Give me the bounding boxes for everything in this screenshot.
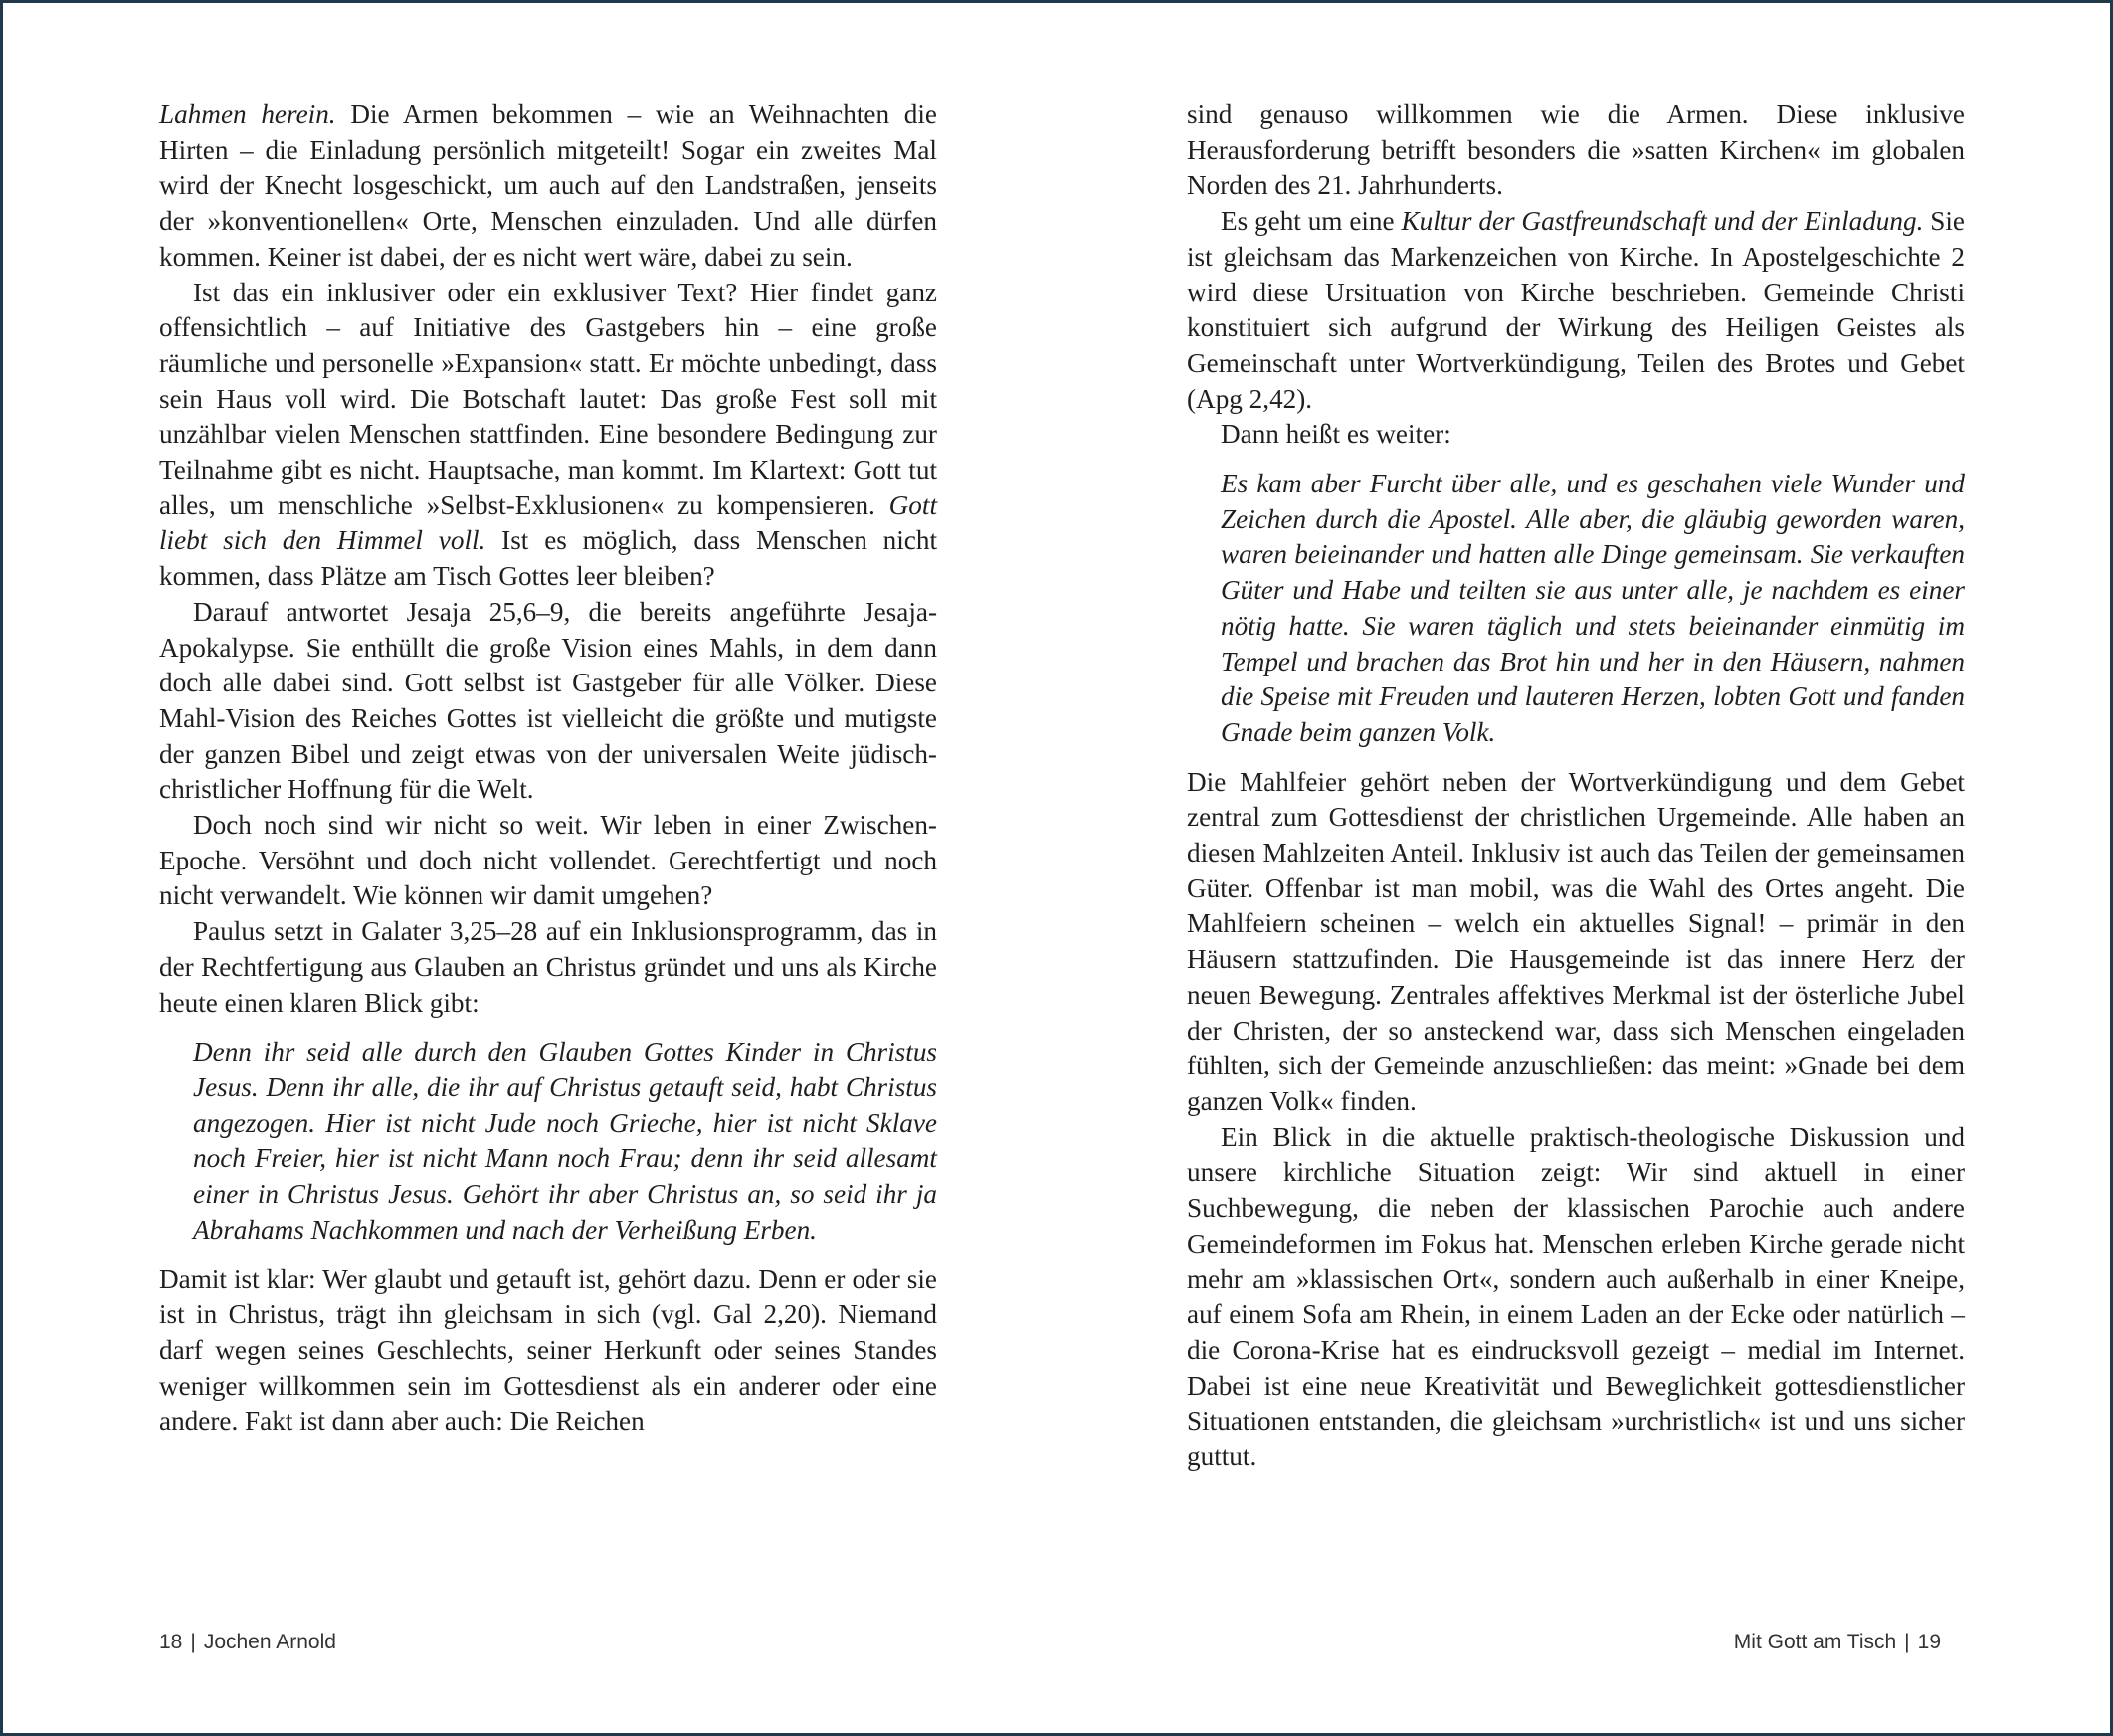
- left-quote-text: Denn ihr seid alle durch den Glauben Gottes Kinder in Christus Jesus. Denn ihr alle, die ihr auf Christus getauft seid, habt Christus angezogen. Hier ist nicht Jude noch Grieche, hier ist nicht Sklave noch Freier, hier ist nicht Mann noch Frau; denn ihr seid allesamt einer in Christus Jesus. Gehört ihr aber Christus an, so seid ihr ja Abrahams Nachkommen und nach der Verheißung Erben.: [193, 1037, 937, 1245]
- right-p2-text-b: Sie ist gleichsam das Markenzeichen von Kirche. In Apostelgeschichte 2 wird diese Ursituation von Kirche beschrieben. Gemeinde Christi konstituiert sich aufgrund der Wirkung des Heiligen Geistes als Gemeinschaft unter Wortverkündigung, Teilen des Brotes und Gebet (Apg 2,42).: [1187, 206, 1965, 414]
- left-p1-text: Die Armen bekommen – wie an Weihnachten die Hirten – die Einladung persönlich mitgeteilt! Sogar ein zweites Mal wird der Knecht losgeschickt, um auch auf den Landstraßen, jenseits der »konventionellen« Orte, Menschen einzuladen. Und alle dürfen kommen. Keiner ist dabei, der es nicht wert wäre, dabei zu sein.: [159, 99, 937, 272]
- right-paragraph-2: [1187, 204, 1965, 417]
- right-p2-text-a: Es geht um eine: [1221, 206, 1402, 237]
- right-p2-italic: Kultur der Gastfreundschaft und der Einladung.: [1401, 206, 1924, 237]
- right-footer: [1734, 1631, 1941, 1654]
- right-page: [1187, 97, 1965, 1475]
- left-p1-italic: Lahmen herein.: [159, 99, 336, 129]
- left-paragraph-6: Damit ist klar: Wer glaubt und getauft ist, gehört dazu. Denn er oder sie ist in Christus, trägt ihn gleichsam in sich (vgl. Gal 2,20). Niemand darf wegen seines Geschlechts, seiner Herkunft oder seines Standes weniger willkommen sein im Gottesdienst als ein anderer oder eine andere. Fakt ist dann aber auch: Die Reichen: [159, 1263, 937, 1437]
- right-quote-text: Es kam aber Furcht über alle, und es geschahen viele Wunder und Zeichen durch die Apostel. Alle aber, die gläubig geworden waren, waren beieinander und hatten alle Dinge gemeinsam. Sie verkauften Güter und Habe und teilten sie aus unter alle, je nachdem es einer nötig hatte. Sie waren täglich und stets beieinander einmütig im Tempel und brachen das Brot hin und her in den Häusern, nahmen die Speise mit Freuden und lauteren Herzen, lobten Gott und fanden Gnade beim ganzen Volk.: [1221, 469, 1965, 747]
- left-p2-text-b: Ist es möglich, dass Menschen nicht kommen, dass Plätze am Tisch Gottes leer bleiben?: [159, 525, 937, 592]
- right-page-number: 19: [1917, 1631, 1941, 1653]
- right-block-quote: [1221, 467, 1965, 751]
- left-paragraph-2: [159, 276, 937, 595]
- left-page-number: 18: [159, 1631, 183, 1653]
- right-paragraph-4: Die Mahlfeier gehört neben der Wortverkündigung und dem Gebet zentral zum Gottesdienst der christlichen Urgemeinde. Alle haben an diesen Mahlzeiten Anteil. Inklusiv ist auch das Teilen der gemeinsamen Güter. Offenbar ist man mobil, was die Wahl des Ortes angeht. Die Mahlfeiern scheinen – welch ein aktuelles Signal! – primär in den Häusern stattzufinden. Die Hausgemeinde ist das innere Herz der neuen Bewegung. Zentrales affektives Merkmal ist der österliche Jubel der Christen, der so ansteckend war, dass sich Menschen eingeladen fühlten, sich der Gemeinde anzuschließen: das meint: »Gnade bei dem ganzen Volk« finden.: [1187, 766, 1965, 1116]
- footer-book-title: Mit Gott am Tisch: [1733, 1631, 1897, 1653]
- left-page: [159, 97, 937, 1440]
- footer-author: Jochen Arnold: [203, 1631, 336, 1653]
- left-paragraph-5: Paulus setzt in Galater 3,25–28 auf ein Inklusionsprogramm, das in der Rechtfertigung aus Glauben an Christus gründet und uns als Kirche heute einen klaren Blick gibt:: [159, 916, 937, 1018]
- left-p2-italic: Gott liebt sich den Himmel voll.: [159, 489, 937, 556]
- right-paragraph-5: Ein Blick in die aktuelle praktisch-theologische Diskussion und unsere kirchliche Situation zeigt: Wir sind aktuell in einer Suchbewegung, die neben der klassischen Parochie auch andere Gemeindeformen im Fokus hat. Menschen erleben Kirche gerade nicht mehr am »klassischen Ort«, sondern auch außerhalb in einer Kneipe, auf einem Sofa am Rhein, in einem Laden an der Ecke oder natürlich – die Corona-Krise hat es eindrucksvoll gezeigt – medial im Internet. Dabei ist eine neue Kreativität und Beweglichkeit gottesdienstlicher Situationen entstanden, die gleichsam »urchristlich« ist und uns sicher guttut.: [1187, 1121, 1965, 1472]
- left-block-quote: [193, 1035, 937, 1248]
- right-paragraph-1: sind genauso willkommen wie die Armen. Diese inklusive Herausforderung betrifft besonders die »satten Kirchen« im globalen Norden des 21. Jahrhunderts.: [1187, 99, 1965, 201]
- left-paragraph-3: Darauf antwortet Jesaja 25,6–9, die bereits angeführte Jesaja-Apokalypse. Sie enthüllt die große Vision eines Mahls, in dem dann doch alle dabei sind. Gott selbst ist Gastgeber für alle Völker. Diese Mahl-Vision des Reiches Gottes ist vielleicht die größte und mutigste der ganzen Bibel und zeigt etwas von der universalen Weite jüdisch-christlicher Hoffnung für die Welt.: [159, 596, 937, 805]
- left-p2-text-a: Ist das ein inklusiver oder ein exklusiver Text? Hier findet ganz offensichtlich – auf Initiative des Gastgebers hin – eine große räumliche und personelle »Expansion« statt. Er möchte unbedingt, dass sein Haus voll wird. Die Botschaft lautet: Das große Fest soll mit unzählbar vielen Menschen stattfinden. Eine besondere Bedingung zur Teilnahme gibt es nicht. Hauptsache, man kommt. Im Klartext: Gott tut alles, um menschliche »Selbst-Exklusionen« zu kompensieren.: [159, 277, 937, 520]
- footer-separator: |: [190, 1631, 196, 1653]
- left-footer: [159, 1631, 336, 1654]
- left-paragraph-1: [159, 97, 937, 276]
- right-paragraph-3: Dann heißt es weiter:: [1221, 419, 1451, 450]
- footer-separator: |: [1904, 1631, 1910, 1653]
- left-paragraph-4: Doch noch sind wir nicht so weit. Wir leben in einer Zwischen-Epoche. Versöhnt und doch nicht vollendet. Gerechtfertigt und noch nicht verwandelt. Wie können wir damit umgehen?: [159, 810, 937, 911]
